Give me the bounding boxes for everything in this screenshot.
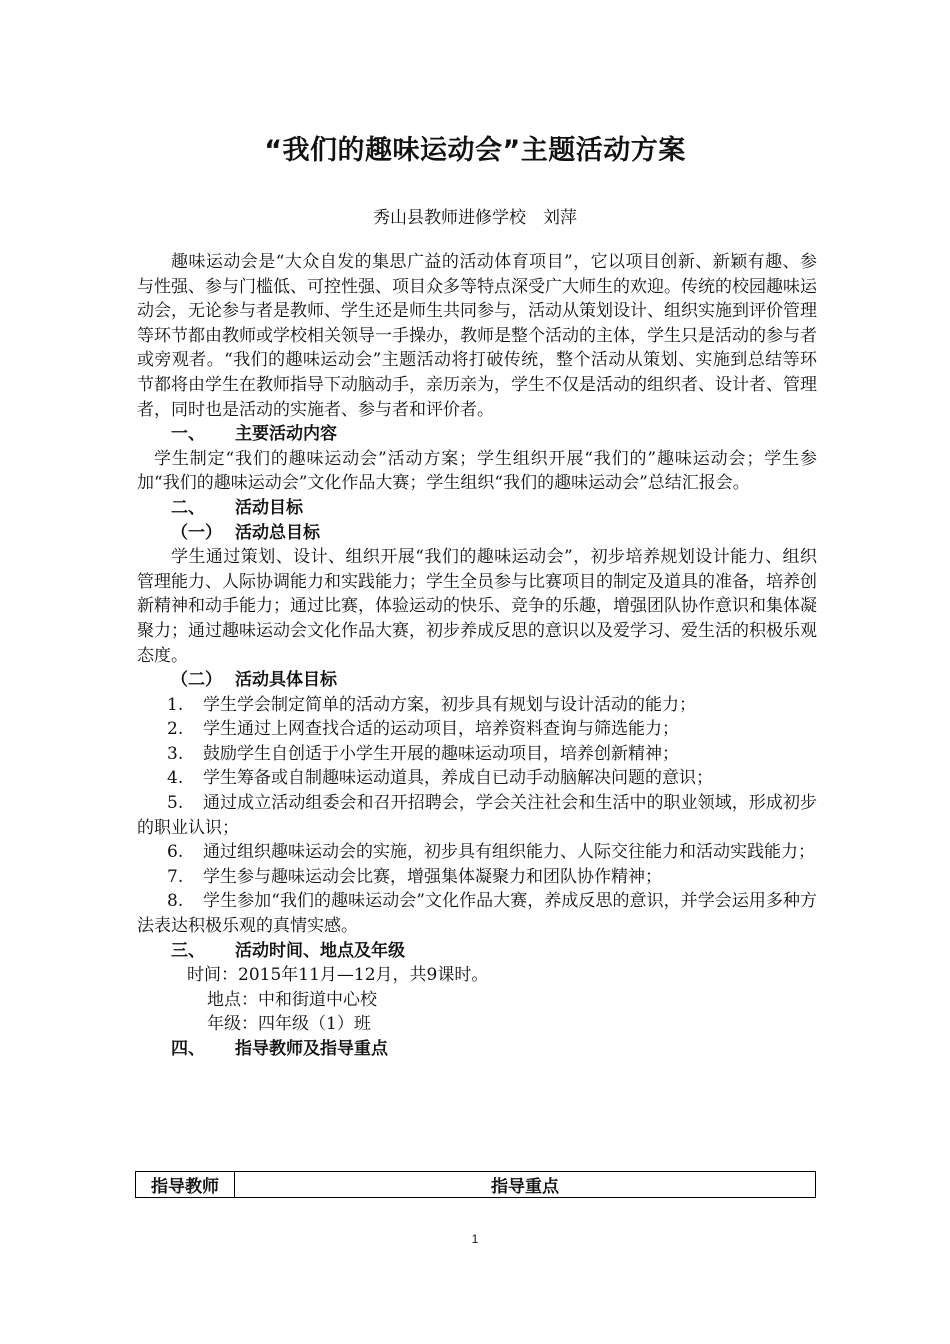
list-number: 7. (167, 866, 184, 887)
subsection-heading-2 (137, 668, 817, 693)
subsection-heading-1 (137, 521, 817, 546)
list-text: 通过组织趣味运动会的实施，初步具有组织能力、人际交往能力和活动实践能力； (203, 842, 815, 863)
table-header-row (136, 1172, 816, 1198)
section-1-paragraph: 学生制定“我们的趣味运动会”活动方案；学生组织开展“我们的”趣味运动会；学生参加“我们的趣味运动会”文化作品大赛；学生组织“我们的趣味运动会”总结汇报会。 (137, 448, 817, 494)
list-number: 5. (167, 793, 184, 814)
section-heading-1 (137, 422, 817, 447)
list-text: 学生参加“我们的趣味运动会”文化作品大赛，养成反思的意识，并学会运用多种方法表达积极乐观的真情实感。 (137, 891, 817, 937)
section-title: 活动时间、地点及年级 (235, 940, 405, 961)
section-heading-2 (137, 496, 817, 521)
section-number: 四、 (171, 1039, 205, 1059)
time-line: 时间：2015年11月—12月，共9课时。 (187, 965, 489, 986)
list-item (137, 889, 817, 938)
list-item (137, 766, 817, 791)
grade-line: 年级：四年级（1）班 (207, 1014, 371, 1035)
subsection-title: 活动总目标 (235, 522, 320, 543)
section-title: 指导教师及指导重点 (235, 1039, 388, 1059)
subsection-number: （一） (171, 522, 222, 543)
list-item (137, 791, 817, 840)
section-number: 一、 (171, 424, 205, 445)
document-title: “我们的趣味运动会”主题活动方案 (264, 135, 686, 166)
subsection-title: 活动具体目标 (235, 670, 337, 691)
list-text: 学生筹备或自制趣味运动道具，养成自已动手动脑解决问题的意识； (203, 768, 713, 789)
table-header-teacher: 指导教师 (136, 1172, 235, 1198)
list-number: 3. (167, 743, 184, 764)
goal-list (137, 693, 817, 939)
section-heading-4 (137, 1037, 817, 1062)
author-line: 秀山县教师进修学校 刘萍 (373, 208, 577, 228)
page-number: 1 (471, 1232, 479, 1246)
list-item (137, 693, 817, 718)
list-item (137, 840, 817, 865)
section-number: 三、 (171, 940, 205, 961)
section-title: 主要活动内容 (235, 424, 337, 445)
place-line: 地点：中和街道中心校 (207, 989, 377, 1010)
list-text: 鼓励学生自创适于小学生开展的趣味运动项目，培养创新精神； (203, 743, 679, 764)
list-text: 学生学会制定简单的活动方案，初步具有规划与设计活动的能力； (203, 694, 696, 715)
list-number: 8. (167, 891, 184, 912)
subsection-number: （二） (171, 670, 222, 691)
intro-paragraph: 趣味运动会是“大众自发的集思广益的活动体育项目”，它以项目创新、新颖有趣、参与性强、参与门槛低、可控性强、项目众多等特点深受广大师生的欢迎。传统的校园趣味运动会，无论参与者是教师、学生还是师生共同参与，活动从策划设计、组织实施到评价管理等环节都由教师或学校相关领导一手操办，教师是整个活动的主体，学生只是活动的参与者或旁观者。“我们的趣味运动会”主题活动将打破传统，整个活动从策划、实施到总结等环节都将由学生在教师指导下动脑动手，亲历亲为，学生不仅是活动的组织者、设计者、管理者，同时也是活动的实施者、参与者和评价者。 (137, 252, 817, 420)
section-number: 二、 (171, 497, 205, 518)
list-item (137, 865, 817, 890)
list-number: 1. (167, 694, 184, 715)
overall-goal-paragraph: 学生通过策划、设计、组织开展“我们的趣味运动会”，初步培养规划设计能力、组织管理能力、人际协调能力和实践能力；学生全员参与比赛项目的制定及道具的准备，培养创新精神和动手能力；通过比赛，体验运动的快乐、竞争的乐趣，增强团队协作意识和集体凝聚力；通过趣味运动会文化作品大赛，初步养成反思的意识以及爱学习、爱生活的积极乐观态度。 (137, 547, 817, 666)
list-number: 6. (167, 842, 184, 863)
list-text: 学生参与趣味运动会比赛，增强集体凝聚力和团队协作精神； (203, 866, 662, 887)
section-title: 活动目标 (235, 497, 303, 518)
document-body (137, 250, 817, 1062)
list-text: 通过成立活动组委会和召开招聘会，学会关注社会和生活中的职业领域，形成初步的职业认识； (137, 793, 817, 838)
list-number: 4. (167, 768, 184, 789)
table-header-focus: 指导重点 (235, 1172, 816, 1198)
list-text: 学生通过上网查找合适的运动项目，培养资料查询与筛选能力； (203, 719, 679, 740)
list-item (137, 742, 817, 767)
teacher-table (135, 1171, 816, 1198)
list-number: 2. (167, 719, 184, 740)
section-heading-3 (137, 939, 817, 964)
list-item (137, 717, 817, 742)
